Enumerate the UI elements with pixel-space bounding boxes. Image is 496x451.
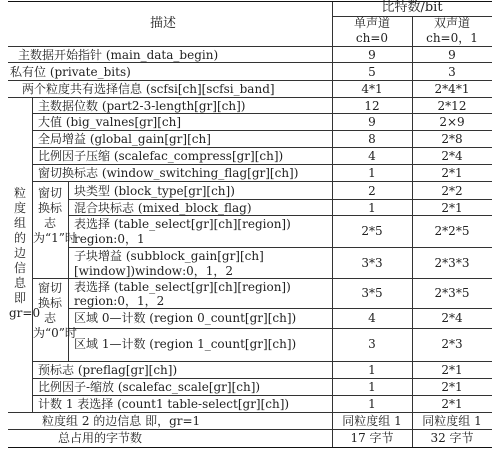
row-mono: 1 [368, 397, 376, 411]
row-stereo: 2×9 [439, 115, 465, 129]
row-desc: 主数据位数 (part2-3-length[gr][ch]) [38, 99, 246, 113]
row-mono: 1 [368, 363, 376, 377]
header-rule-bottom [8, 46, 492, 47]
row-desc-cont: [window])window:0，1，2 [74, 264, 234, 278]
row-mono: 17 字节 [350, 431, 394, 445]
row-stereo: 2*4 [441, 311, 463, 325]
row-mono: 12 [364, 99, 380, 113]
row-stereo: 2*8 [441, 132, 463, 146]
header-describe: 描述 [150, 16, 177, 31]
row-rule [32, 181, 492, 182]
row-mono: 4 [368, 149, 376, 163]
row-desc: 比例因子-缩放 (scalefac_scale[gr][ch]) [38, 380, 261, 394]
row-stereo: 2*1 [441, 380, 463, 394]
row-desc: 私有位 (private_bits) [10, 65, 131, 79]
row-stereo: 2*1 [441, 363, 463, 377]
row-rule [32, 147, 492, 148]
row-mono: 8 [368, 132, 376, 146]
row-stereo: 2*3 [441, 337, 463, 351]
row-mono: 同粒度组 1 [342, 414, 402, 428]
row-desc: 表选择 (table_select[gr][ch][region]) [74, 217, 291, 231]
row-rule [68, 215, 492, 216]
row-rule [32, 113, 492, 114]
row-mono: 4 [368, 311, 376, 325]
row-rule [32, 361, 492, 362]
row-rule [32, 130, 492, 131]
row-desc: 窗切换标志 (window_switching_flag[gr][ch]) [38, 166, 299, 180]
row-rule [32, 378, 492, 379]
row-rule [68, 247, 492, 248]
row-rule [68, 328, 492, 329]
row-mono: 9 [368, 48, 376, 62]
header-mono-ch: ch=0 [355, 31, 389, 45]
header-mono: 单声道 [353, 16, 390, 30]
row-mono: 2 [368, 184, 376, 198]
row-stereo: 2*1 [441, 201, 463, 215]
row-rule [8, 412, 492, 413]
row-mono: 5 [368, 65, 376, 79]
row-desc: 区域 1—计数 (region 1_count[gr][ch]) [74, 337, 297, 351]
row-rule [8, 429, 492, 430]
row-mono: 1 [368, 201, 376, 215]
row-desc: 区域 0—计数 (region 0_count[gr][ch]) [74, 311, 297, 325]
row-rule [68, 199, 492, 200]
row-rule [8, 97, 492, 98]
row-stereo: 同粒度组 1 [422, 414, 482, 428]
row-stereo: 2*1 [441, 397, 463, 411]
row-stereo: 2*3*3 [434, 256, 470, 270]
row-desc: 表选择 (table_select[gr][ch][region]) [74, 280, 291, 294]
row-mono: 3 [368, 337, 376, 351]
row-stereo: 9 [448, 48, 456, 62]
row-desc: 大值 (big_valnes[gr][ch] [38, 115, 182, 129]
row-desc: 预标志 (preflag[gr][ch]) [38, 363, 178, 377]
row-desc: 子块增益 (subblock_gain[gr][ch] [74, 249, 264, 263]
row-rule [32, 395, 492, 396]
window-label-1: 窗切换标志为“1”时 [33, 186, 77, 245]
row-stereo: 2*12 [437, 99, 467, 113]
row-desc: 块类型 (block_type[gr][ch]) [74, 184, 235, 198]
row-stereo: 2*2*5 [434, 224, 470, 238]
row-desc: 两个粒度共有选择信息 (scfsi[ch][scfsi_band] [22, 82, 275, 96]
row-desc: 混合块标志 (mixed_block_flag) [74, 201, 252, 215]
row-rule [8, 62, 492, 63]
header-stereo: 双声道 [433, 16, 470, 30]
row-desc: 粒度组 2 的边信息 即，gr=1 [42, 414, 201, 428]
row-mono: 2*5 [361, 224, 383, 238]
row-rule [32, 164, 492, 165]
window-divider-1 [68, 181, 69, 278]
window-label-0: 窗切换标志为“0”时 [33, 281, 77, 340]
row-stereo: 2*2 [441, 184, 463, 198]
row-mono: 9 [368, 115, 376, 129]
row-mono: 1 [368, 380, 376, 394]
window-divider-2 [68, 278, 69, 361]
row-desc: 总占用的字节数 [58, 431, 143, 445]
row-stereo: 2*4 [441, 149, 463, 163]
row-desc: 主数据开始指针 (main_data_begin) [18, 48, 219, 62]
row-desc: 比例因子压缩 (scalefac_compress[gr][ch]) [38, 149, 284, 163]
row-rule [32, 278, 492, 279]
header-bits: 比特数/bit [381, 0, 443, 15]
group-label-gr0: 粒度组的边信息即gr=0 [9, 186, 41, 320]
row-desc-cont: region:0，1 [74, 232, 145, 246]
row-mono: 3*5 [361, 286, 383, 300]
row-desc: 全局增益 (global_gain[gr][ch] [38, 132, 211, 146]
row-desc: 计数 1 表选择 (count1 table-select[gr][ch]) [38, 397, 290, 411]
header-stereo-ch: ch=0，1 [426, 31, 478, 45]
row-stereo: 2*3*5 [434, 286, 470, 300]
row-desc-cont: region:0，1，2 [74, 294, 165, 308]
row-stereo: 32 字节 [430, 431, 474, 445]
group-divider [32, 97, 33, 412]
table-bottom-rule [8, 447, 492, 448]
row-rule [68, 308, 492, 309]
row-stereo: 2*4*1 [434, 82, 470, 96]
row-rule [8, 80, 492, 81]
row-stereo: 2*1 [441, 166, 463, 180]
row-mono: 4*1 [361, 82, 383, 96]
row-stereo: 3 [448, 65, 456, 79]
row-mono: 3*3 [361, 256, 383, 270]
row-mono: 1 [368, 166, 376, 180]
